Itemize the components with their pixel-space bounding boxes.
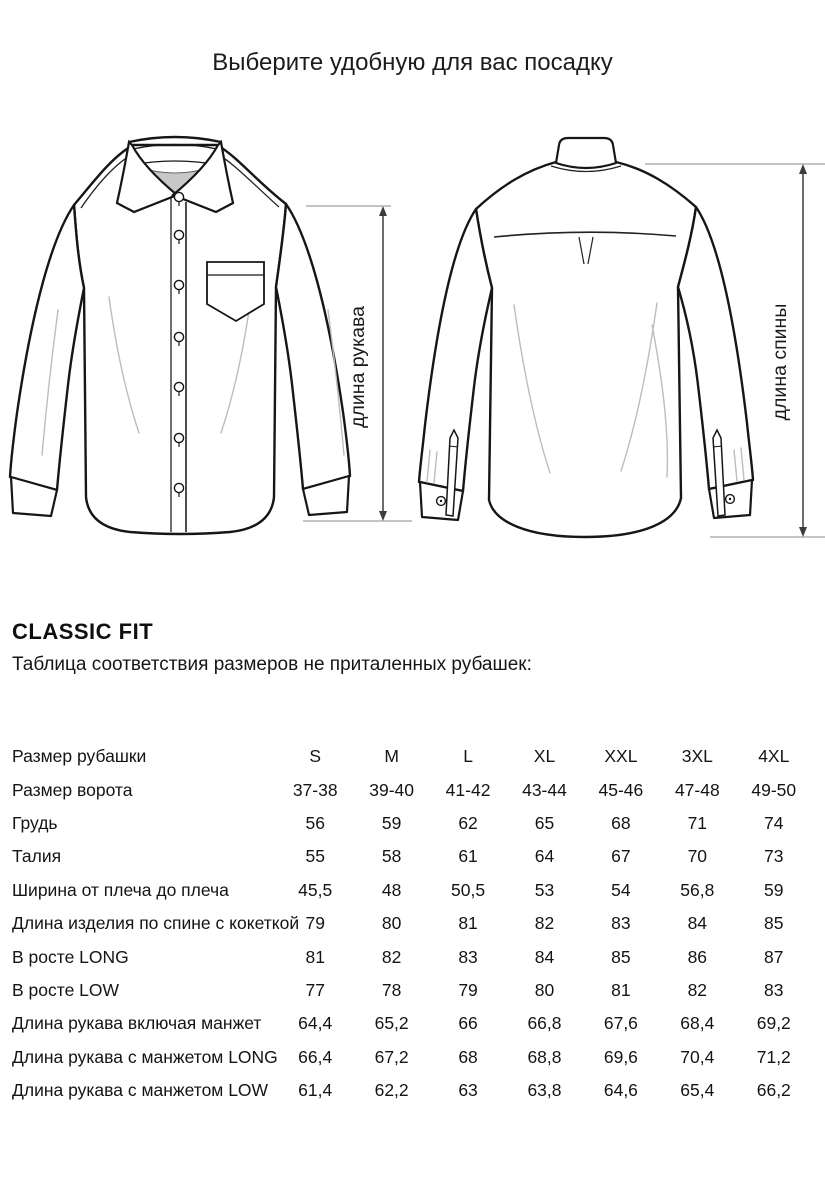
size-column-header: M bbox=[384, 746, 399, 767]
size-column-header: 4XL bbox=[758, 746, 790, 767]
size-value: 45-46 bbox=[598, 779, 644, 800]
size-value: 62,2 bbox=[374, 1080, 409, 1101]
size-value: 73 bbox=[764, 846, 784, 867]
size-value: 85 bbox=[611, 946, 631, 967]
size-value: 64,4 bbox=[298, 1013, 333, 1034]
size-value: 77 bbox=[305, 979, 325, 1000]
size-value: 69,6 bbox=[603, 1046, 638, 1067]
size-column-header: L bbox=[463, 746, 473, 767]
shirt-front-diagram bbox=[0, 125, 412, 565]
row-label: Грудь bbox=[12, 812, 58, 833]
size-value: 66,8 bbox=[527, 1013, 562, 1034]
size-column-header: 3XL bbox=[681, 746, 713, 767]
size-value: 43-44 bbox=[522, 779, 567, 800]
size-value: 58 bbox=[381, 846, 402, 867]
table-row bbox=[12, 874, 812, 907]
size-column-header: S bbox=[309, 746, 322, 767]
row-label: Размер рубашки bbox=[12, 746, 147, 767]
size-value: 59 bbox=[764, 879, 784, 900]
size-value: 78 bbox=[381, 979, 402, 1000]
sleeve-length-label: длина рукава bbox=[347, 306, 369, 428]
section-subtitle: Таблица соответствия размеров не приталенных рубашек: bbox=[12, 654, 532, 675]
size-value: 68,8 bbox=[527, 1046, 562, 1067]
size-value: 54 bbox=[611, 879, 631, 900]
size-value: 87 bbox=[764, 946, 784, 967]
size-value: 64,6 bbox=[603, 1080, 638, 1101]
size-value: 67,2 bbox=[374, 1046, 409, 1067]
size-value: 71,2 bbox=[756, 1046, 791, 1067]
size-value: 68 bbox=[611, 812, 631, 833]
row-label: Размер ворота bbox=[12, 779, 133, 800]
size-value: 67,6 bbox=[603, 1013, 638, 1034]
size-value: 39-40 bbox=[369, 779, 415, 800]
table-row bbox=[12, 1041, 812, 1074]
size-value: 81 bbox=[305, 946, 325, 967]
table-header-row bbox=[12, 740, 812, 773]
size-value: 62 bbox=[458, 812, 478, 833]
row-label: Длина рукава с манжетом LONG bbox=[12, 1046, 278, 1067]
size-value: 66,2 bbox=[756, 1080, 791, 1101]
row-label: Талия bbox=[12, 846, 62, 867]
size-value: 49-50 bbox=[751, 779, 797, 800]
size-value: 48 bbox=[381, 879, 402, 900]
size-value: 68,4 bbox=[680, 1013, 715, 1034]
size-value: 50,5 bbox=[451, 879, 486, 900]
size-table-body bbox=[12, 773, 812, 1107]
size-value: 83 bbox=[764, 979, 784, 1000]
back-length-label: длина спины bbox=[769, 303, 791, 421]
size-value: 85 bbox=[764, 913, 784, 934]
size-value: 65,2 bbox=[374, 1013, 409, 1034]
size-value: 55 bbox=[305, 846, 325, 867]
table-row bbox=[12, 907, 812, 940]
size-value: 71 bbox=[687, 812, 708, 833]
size-value: 63 bbox=[458, 1080, 478, 1101]
table-row bbox=[12, 1007, 812, 1040]
size-value: 65,4 bbox=[680, 1080, 715, 1101]
row-label: В росте LONG bbox=[12, 946, 129, 967]
size-value: 68 bbox=[458, 1046, 478, 1067]
size-value: 61,4 bbox=[298, 1080, 333, 1101]
table-row bbox=[12, 773, 812, 806]
size-value: 81 bbox=[458, 913, 478, 934]
size-value: 74 bbox=[764, 812, 784, 833]
row-label: Длина рукава включая манжет bbox=[12, 1013, 262, 1034]
size-value: 84 bbox=[534, 946, 555, 967]
table-row bbox=[12, 840, 812, 873]
size-value: 66,4 bbox=[298, 1046, 333, 1067]
size-value: 83 bbox=[458, 946, 478, 967]
size-value: 56 bbox=[305, 812, 325, 833]
size-value: 70,4 bbox=[680, 1046, 715, 1067]
size-column-header: XXL bbox=[604, 746, 638, 767]
size-value: 66 bbox=[458, 1013, 478, 1034]
section-heading: CLASSIC FIT bbox=[12, 619, 154, 644]
size-value: 79 bbox=[458, 979, 478, 1000]
table-row bbox=[12, 1074, 812, 1107]
size-value: 37-38 bbox=[292, 779, 338, 800]
size-value: 81 bbox=[611, 979, 631, 1000]
size-value: 86 bbox=[687, 946, 708, 967]
size-value: 45,5 bbox=[298, 879, 333, 900]
size-value: 80 bbox=[381, 913, 402, 934]
size-value: 53 bbox=[534, 879, 555, 900]
size-value: 41-42 bbox=[445, 779, 491, 800]
size-value: 64 bbox=[534, 846, 555, 867]
size-value: 65 bbox=[534, 812, 555, 833]
size-value: 83 bbox=[611, 913, 631, 934]
size-value: 61 bbox=[458, 846, 478, 867]
shirt-back-diagram bbox=[412, 125, 825, 565]
page-title: Выберите удобную для вас посадку bbox=[212, 49, 613, 76]
table-row bbox=[12, 940, 812, 973]
size-value: 70 bbox=[687, 846, 708, 867]
row-label: В росте LOW bbox=[12, 979, 120, 1000]
size-value: 80 bbox=[534, 979, 555, 1000]
size-value: 69,2 bbox=[756, 1013, 791, 1034]
size-value: 47-48 bbox=[674, 779, 720, 800]
size-value: 79 bbox=[305, 913, 325, 934]
row-label: Длина рукава с манжетом LOW bbox=[12, 1080, 269, 1101]
size-table bbox=[12, 740, 812, 1107]
shirt-back-outline bbox=[419, 138, 753, 537]
size-value: 59 bbox=[381, 812, 402, 833]
size-value: 67 bbox=[611, 846, 631, 867]
size-value: 84 bbox=[687, 913, 708, 934]
size-value: 82 bbox=[381, 946, 402, 967]
table-row bbox=[12, 974, 812, 1007]
row-label: Ширина от плеча до плеча bbox=[12, 879, 229, 900]
table-row bbox=[12, 807, 812, 840]
size-table-head bbox=[12, 740, 812, 773]
size-value: 56,8 bbox=[680, 879, 715, 900]
row-label: Длина изделия по спине с кокеткой bbox=[12, 913, 300, 934]
size-value: 82 bbox=[534, 913, 555, 934]
size-value: 82 bbox=[687, 979, 708, 1000]
size-column-header: XL bbox=[533, 746, 556, 767]
size-value: 63,8 bbox=[527, 1080, 562, 1101]
